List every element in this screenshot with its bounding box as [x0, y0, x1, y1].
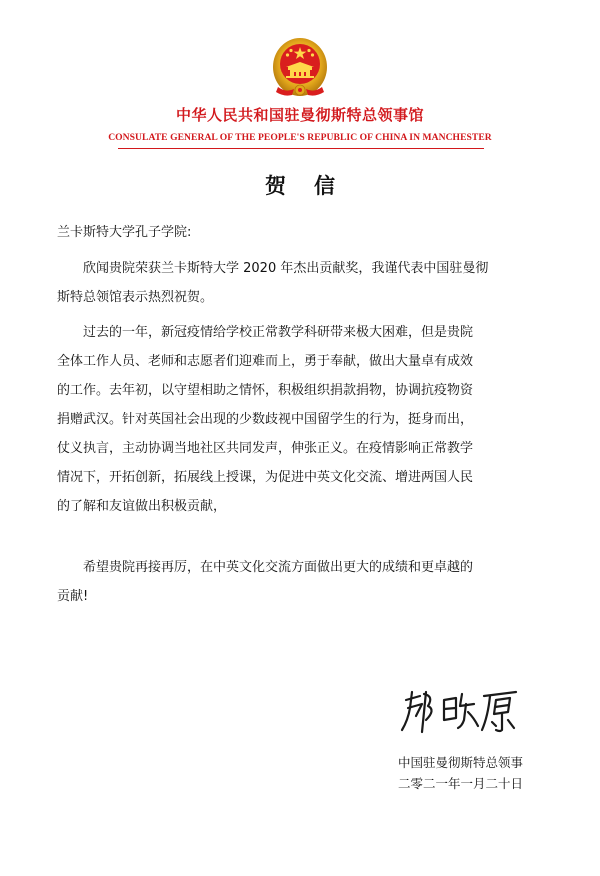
paragraph-3	[57, 553, 547, 611]
consulate-name-chinese: 中华人民共和国驻曼彻斯特总领事馆	[175, 106, 424, 124]
paragraph-line: 贡献!	[57, 589, 89, 604]
paragraph-1	[57, 254, 547, 312]
paragraph-line: 希望贵院再接再厉，在中英文化交流方面做出更大的成绩和更卓越的	[83, 560, 474, 575]
signer-title: 中国驻曼彻斯特总领事	[398, 755, 524, 770]
paragraph-line: 情况下，开拓创新，拓展线上授课，为促进中英文化交流、增进两国人民	[57, 470, 474, 485]
salutation: 兰卡斯特大学孔子学院:	[57, 225, 192, 240]
header-divider	[118, 148, 484, 149]
paragraph-line: 欣闻贵院荣获兰卡斯特大学 2020 年杰出贡献奖，我谨代表中国驻曼彻	[83, 261, 489, 276]
paragraph-line: 过去的一年，新冠疫情给学校正常教学科研带来极大困难，但是贵院	[83, 325, 474, 340]
letter-title: 贺信	[265, 174, 363, 198]
paragraph-line: 的工作。去年初，以守望相助之情怀，积极组织捐款捐物，协调抗疫物资	[57, 383, 474, 398]
paragraph-line: 全体工作人员、老师和志愿者们迎难而上，勇于奉献，做出大量卓有成效	[57, 354, 474, 369]
paragraph-line: 斯特总领馆表示热烈祝贺。	[57, 290, 214, 305]
paragraph-line: 仗义执言，主动协调当地社区共同发声，伸张正义。在疫情影响正常教学	[57, 441, 474, 456]
paragraph-line: 的了解和友谊做出积极贡献，	[57, 499, 227, 514]
consulate-name-english: CONSULATE GENERAL OF THE PEOPLE'S REPUBLIC OF CHINA IN MANCHESTER	[108, 132, 492, 143]
signature-block	[398, 752, 523, 794]
letter-date: 二零二一年一月二十日	[398, 776, 524, 791]
handwritten-signature	[400, 686, 520, 736]
national-emblem-icon	[272, 37, 328, 99]
paragraph-line: 捐赠武汉。针对英国社会出现的少数歧视中国留学生的行为，挺身而出，	[57, 412, 474, 427]
paragraph-2	[57, 318, 547, 521]
